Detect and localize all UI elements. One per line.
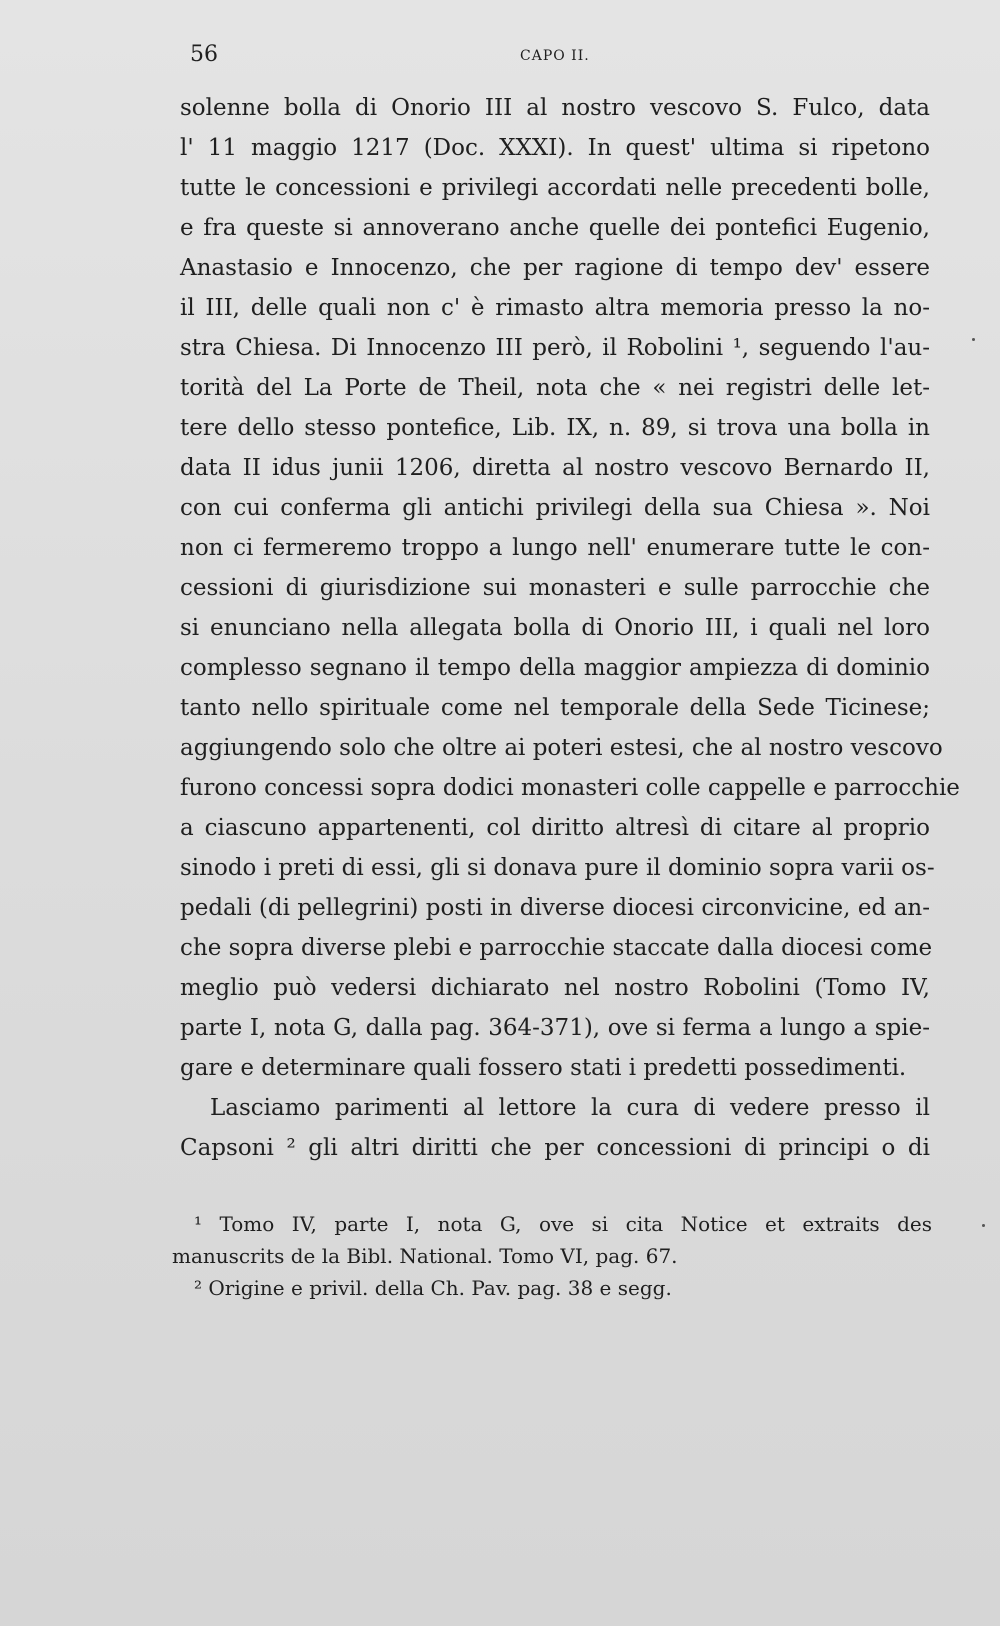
text-line: Capsoni ² gli altri diritti che per concessioni di principi o di — [180, 1135, 930, 1161]
text-line: sinodo i preti di essi, gli si donava pure il dominio sopra varii os- — [180, 855, 935, 881]
text-line: l' 11 maggio 1217 (Doc. XXXI). In quest' ultima si ripetono — [180, 135, 930, 161]
footnotes — [172, 1208, 932, 1304]
body-text — [180, 88, 960, 1168]
footnote-2: ² Origine e privil. della Ch. Pav. pag. 38 e segg. — [194, 1276, 672, 1300]
text-line: non ci fermeremo troppo a lungo nell' enumerare tutte le con- — [180, 535, 930, 561]
text-line: a ciascuno appartenenti, col diritto altresì di citare al proprio — [180, 815, 930, 841]
paper-speck — [972, 338, 975, 341]
text-line: Lasciamo parimenti al lettore la cura di vedere presso il — [210, 1095, 930, 1121]
text-line: il III, delle quali non c' è rimasto altra memoria presso la no- — [180, 295, 930, 321]
running-title: CAPO II. — [520, 48, 590, 64]
text-line: stra Chiesa. Di Innocenzo III però, il Robolini ¹, seguendo l'au- — [180, 335, 930, 361]
text-line: tutte le concessioni e privilegi accordati nelle precedenti bolle, — [180, 175, 930, 201]
text-line: e fra queste si annoverano anche quelle dei pontefici Eugenio, — [180, 215, 930, 241]
text-line: Anastasio e Innocenzo, che per ragione di tempo dev' essere — [180, 255, 930, 281]
text-line: parte I, nota G, dalla pag. 364-371), ove si ferma a lungo a spie- — [180, 1015, 930, 1041]
text-line: pedali (di pellegrini) posti in diverse diocesi circonvicine, ed an- — [180, 895, 930, 921]
text-line: cessioni di giurisdizione sui monasteri e sulle parrocchie che — [180, 575, 930, 601]
text-line: tere dello stesso pontefice, Lib. IX, n. 89, si trova una bolla in — [180, 415, 930, 441]
text-line: data II idus junii 1206, diretta al nostro vescovo Bernardo II, — [180, 455, 930, 481]
text-line: aggiungendo solo che oltre ai poteri estesi, che al nostro vescovo — [180, 735, 943, 761]
text-line: che sopra diverse plebi e parrocchie staccate dalla diocesi come — [180, 935, 933, 961]
paper-speck — [982, 1224, 985, 1227]
text-line: torità del La Porte de Theil, nota che « nei registri delle let- — [180, 375, 930, 401]
text-line: gare e determinare quali fossero stati i predetti possedimenti. — [180, 1055, 907, 1081]
text-line: tanto nello spirituale come nel temporale della Sede Ticinese; — [180, 695, 930, 721]
page-header — [190, 42, 930, 72]
text-line: si enunciano nella allegata bolla di Onorio III, i quali nel loro — [180, 615, 930, 641]
text-line: con cui conferma gli antichi privilegi della sua Chiesa ». Noi — [180, 495, 930, 521]
text-line: complesso segnano il tempo della maggior ampiezza di dominio — [180, 655, 930, 681]
text-line: meglio può vedersi dichiarato nel nostro Robolini (Tomo IV, — [180, 975, 930, 1001]
page-number: 56 — [190, 42, 218, 67]
footnote-1-line-1: ¹ Tomo IV, parte I, nota G, ove si cita Notice et extraits des — [194, 1212, 932, 1236]
text-line: furono concessi sopra dodici monasteri colle cappelle e parrocchie — [180, 775, 960, 801]
footnote-1-line-2: manuscrits de la Bibl. National. Tomo VI, pag. 67. — [172, 1244, 678, 1268]
text-line: solenne bolla di Onorio III al nostro vescovo S. Fulco, data — [180, 95, 930, 121]
